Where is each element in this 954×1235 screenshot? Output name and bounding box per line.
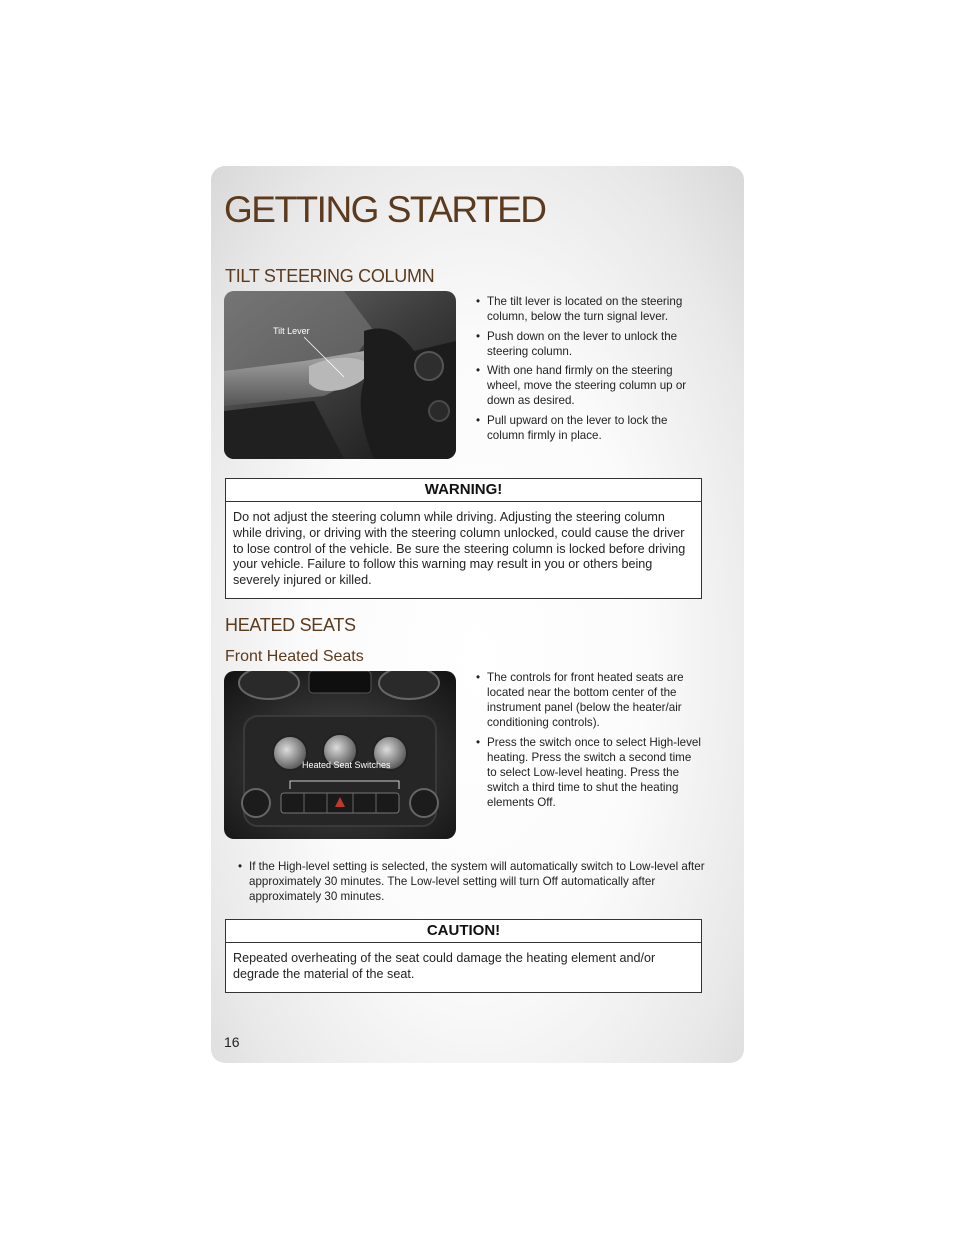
caution-body: Repeated overheating of the seat could damage the heating element and/or degrade the material of the seat.: [233, 951, 656, 981]
tilt-lever-label: Tilt Lever: [273, 326, 310, 336]
list-item: • Push down on the lever to unlock the steering column.: [474, 329, 704, 359]
caution-title: CAUTION!: [226, 920, 701, 943]
list-item: • The controls for front heated seats are located near the bottom center of the instrument panel (below the heater/air conditioning controls).: [474, 670, 704, 730]
list-item: • With one hand firmly on the steering wheel, move the steering column up or down as desired.: [474, 363, 704, 408]
page-number: 16: [224, 1034, 240, 1050]
warning-box: [225, 478, 702, 599]
tilt-steering-heading: TILT STEERING COLUMN: [225, 266, 435, 286]
warning-body: Do not adjust the steering column while driving. Adjusting the steering column while driving, or driving with the steering column unlocked, could cause the driver to lose control of the vehicle. Be sure the steering column is locked before driving your vehicle. Failure to follow this warning may result in you or others being severely injured or killed.: [233, 510, 686, 588]
page-title: GETTING STARTED: [224, 189, 546, 230]
list-item: • The tilt lever is located on the steering column, below the turn signal lever.: [474, 294, 704, 324]
heated-seats-wide-bullets: [236, 859, 706, 909]
warning-title: WARNING!: [226, 479, 701, 502]
heated-seat-switches-photo: [224, 671, 456, 839]
tilt-steering-bullets: [474, 294, 704, 447]
front-heated-seats-subheading: Front Heated Seats: [225, 648, 364, 665]
tilt-lever-photo: [224, 291, 456, 459]
list-item: • If the High-level setting is selected, the system will automatically switch to Low-level after approximately 30 minutes. The Low-level setting will turn Off automatically after approximately 30 minutes.: [236, 859, 706, 904]
heated-seats-bullets: [474, 670, 704, 814]
caution-box: [225, 919, 702, 993]
list-item: • Press the switch once to select High-level heating. Press the switch a second time to select Low-level heating. Press the switch a third time to shut the heating elements Off.: [474, 735, 704, 810]
list-item: • Pull upward on the lever to lock the column firmly in place.: [474, 413, 704, 443]
heated-seat-switches-label: Heated Seat Switches: [302, 760, 391, 770]
heated-seats-heading: HEATED SEATS: [225, 615, 356, 635]
